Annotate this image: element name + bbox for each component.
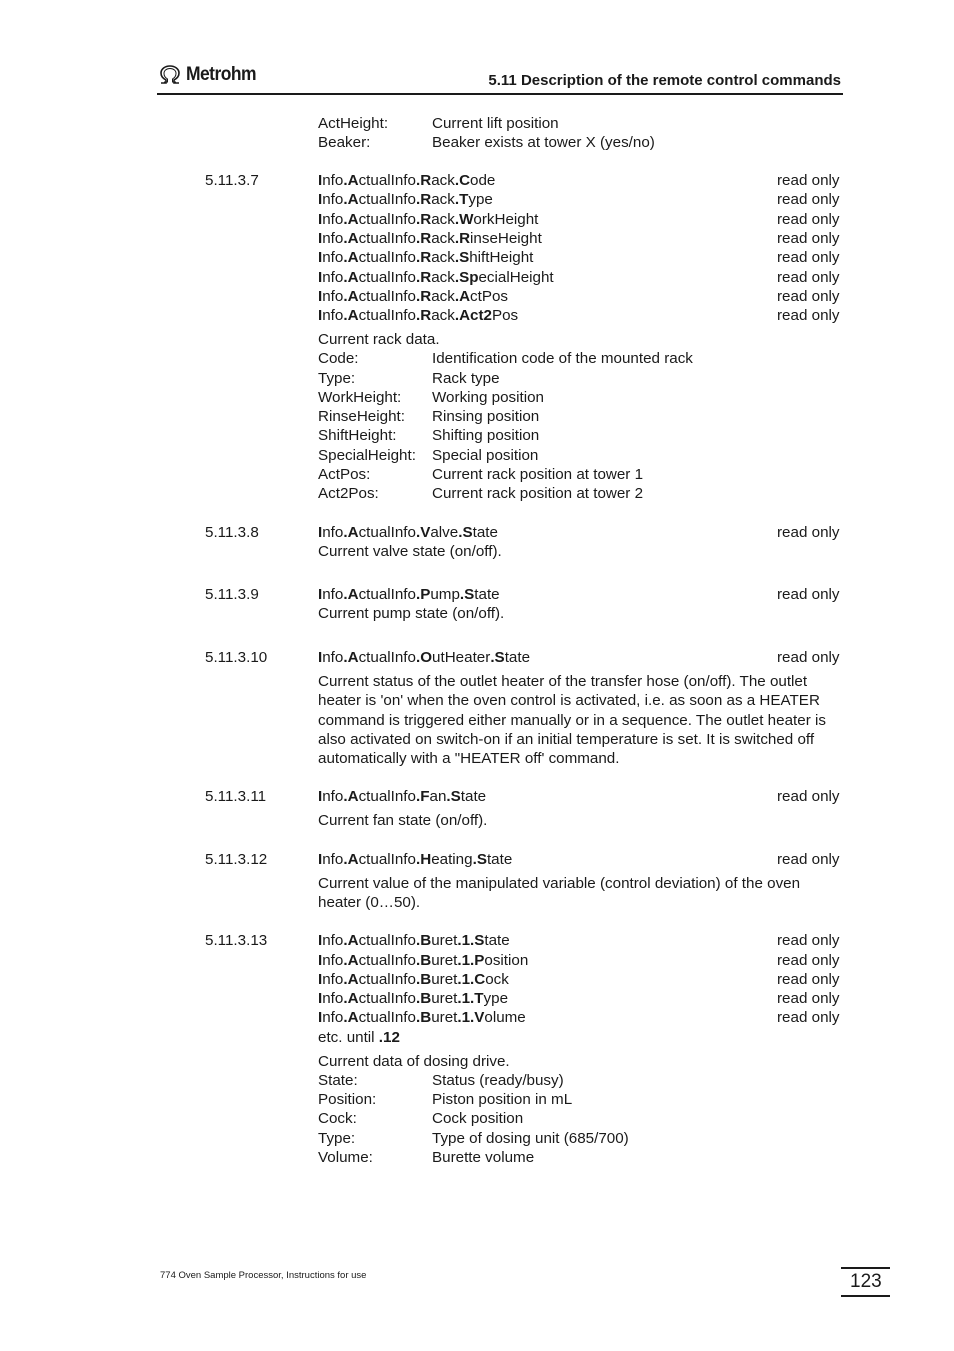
def-label: Beaker:: [318, 134, 371, 151]
command-text-part: ctualInfo: [358, 191, 416, 208]
command-key-part: A: [347, 952, 359, 969]
command-text-part: ctualInfo: [358, 211, 416, 228]
command-key-part: A: [347, 586, 359, 603]
command-key-part: .: [415, 172, 421, 189]
command-key-part: .: [415, 288, 421, 305]
command-name: [318, 951, 528, 970]
command-key-part: A: [347, 269, 359, 286]
command-key-part: R: [420, 249, 432, 266]
command-text-part: ack: [431, 307, 455, 324]
command-name: [318, 931, 510, 950]
def-label: RinseHeight:: [318, 408, 405, 425]
command-text-part: nfo: [322, 288, 344, 305]
command-key-part: .: [454, 288, 460, 305]
command-key-part: A: [347, 249, 359, 266]
command-text-part: ack: [431, 288, 455, 305]
access-label: read only: [777, 249, 840, 266]
command-key-part: Sp: [459, 269, 479, 286]
command-name: [318, 787, 486, 806]
def-desc: Cock position: [432, 1110, 524, 1127]
access-label: read only: [777, 649, 840, 666]
command-name: [318, 970, 509, 989]
command-key-part: V: [474, 1009, 485, 1026]
command-key-part: A: [347, 211, 359, 228]
command-text-part: olume: [484, 1009, 526, 1026]
command-name: [318, 229, 542, 248]
command-key-part: .: [415, 269, 421, 286]
command-key-part: .: [415, 586, 421, 603]
def-label: Position:: [318, 1091, 377, 1108]
command-key-part: .1.: [457, 932, 475, 949]
command-key-part: .: [415, 971, 421, 988]
command-text-part: tate: [486, 851, 513, 868]
command-text-part: ctualInfo: [358, 649, 416, 666]
section-description: Current status of the outlet heater of the transfer hose (on/off). The outlet heater is 'on' when the oven control is activated, i.e. as soon as a HEATER command is triggered either manually or in a sequence. The outlet heater is also activated on switch-on if an initial temperature is set. It is switched off automatically with a "HEATER off' command.: [318, 673, 826, 768]
def-label: ActHeight:: [318, 115, 389, 132]
etc-value: .12: [378, 1029, 400, 1046]
command-key-part: I: [318, 851, 323, 868]
command-text-part: nfo: [322, 1009, 344, 1026]
command-text-part: ctPos: [470, 288, 509, 305]
command-key-part: I: [318, 649, 323, 666]
section-number: 5.11.3.12: [205, 851, 268, 868]
command-name: [318, 287, 508, 306]
command-key-part: V: [420, 524, 431, 541]
command-key-part: .: [454, 249, 460, 266]
command-text-part: ctualInfo: [358, 307, 416, 324]
command-key-part: .: [459, 586, 465, 603]
command-key-part: P: [420, 586, 431, 603]
command-key-part: A: [347, 1009, 359, 1026]
command-key-part: R: [459, 230, 471, 247]
command-name: [318, 1008, 526, 1027]
command-key-part: S: [459, 249, 470, 266]
command-key-part: B: [420, 1009, 432, 1026]
etc-prefix: etc. until: [318, 1029, 379, 1046]
command-key-part: H: [420, 851, 432, 868]
brand-name: Metrohm: [186, 64, 256, 85]
command-key-part: C: [474, 971, 486, 988]
access-label: read only: [777, 172, 840, 189]
access-label: read only: [777, 307, 840, 324]
command-key-part: R: [420, 288, 432, 305]
command-key-part: I: [318, 990, 323, 1007]
def-label: Act2Pos:: [318, 485, 379, 502]
command-name: [318, 523, 498, 542]
command-name: [318, 268, 554, 287]
command-text-part: uret: [431, 952, 458, 969]
command-key-part: .: [454, 269, 460, 286]
command-key-part: A: [347, 191, 359, 208]
command-text-part: nfo: [322, 952, 344, 969]
metrohm-omega-icon: [158, 65, 182, 85]
def-label: Code:: [318, 350, 359, 367]
command-key-part: .: [415, 230, 421, 247]
command-key-part: .: [343, 288, 348, 305]
command-key-part: .: [343, 269, 348, 286]
command-name: [318, 171, 495, 190]
command-text-part: ctualInfo: [358, 524, 416, 541]
section-description: Current valve state (on/off).: [318, 543, 502, 560]
command-key-part: .: [343, 971, 348, 988]
command-text-part: uret: [431, 971, 458, 988]
command-text-part: ype: [468, 191, 493, 208]
command-text-part: hiftHeight: [469, 249, 534, 266]
command-key-part: F: [420, 788, 430, 805]
command-name: [318, 190, 493, 209]
command-key-part: T: [474, 990, 484, 1007]
access-label: read only: [777, 990, 840, 1007]
command-text-part: ack: [431, 191, 455, 208]
command-text-part: ode: [470, 172, 496, 189]
command-text-part: nfo: [322, 249, 344, 266]
command-text-part: ctualInfo: [358, 932, 416, 949]
header-divider: [157, 93, 843, 95]
access-label: read only: [777, 191, 840, 208]
command-text-part: ctualInfo: [358, 269, 416, 286]
command-key-part: .: [343, 249, 348, 266]
command-text-part: ctualInfo: [358, 249, 416, 266]
access-label: read only: [777, 971, 840, 988]
command-key-part: I: [318, 269, 323, 286]
command-text-part: nfo: [322, 307, 344, 324]
command-key-part: .: [415, 952, 421, 969]
command-key-part: .: [454, 211, 460, 228]
command-text-part: Pos: [491, 307, 519, 324]
brand-logo: [158, 64, 262, 86]
command-text-part: nfo: [322, 230, 344, 247]
command-key-part: W: [459, 211, 474, 228]
command-text-part: eating: [431, 851, 473, 868]
command-key-part: .: [343, 211, 348, 228]
section-number: 5.11.3.10: [205, 649, 268, 666]
command-key-part: B: [420, 952, 432, 969]
section-number: 5.11.3.13: [205, 932, 268, 949]
command-text-part: ctualInfo: [358, 230, 416, 247]
command-text-part: nfo: [322, 586, 344, 603]
command-text-part: nfo: [322, 649, 344, 666]
def-desc: Special position: [432, 447, 539, 464]
command-key-part: R: [420, 211, 432, 228]
section-number: 5.11.3.11: [205, 788, 267, 805]
command-text-part: nfo: [322, 211, 344, 228]
command-key-part: .: [472, 851, 477, 868]
command-key-part: .: [343, 932, 348, 949]
command-key-part: .: [415, 249, 421, 266]
command-key-part: I: [318, 524, 323, 541]
command-key-part: S: [476, 851, 487, 868]
command-text-part: uret: [431, 1009, 458, 1026]
command-text-part: ack: [431, 211, 455, 228]
command-key-part: .: [415, 932, 421, 949]
section-number: 5.11.3.9: [205, 586, 259, 603]
page-number: 123: [850, 1271, 882, 1292]
page-number-bottom-rule: [841, 1295, 890, 1297]
def-desc: Rinsing position: [432, 408, 540, 425]
command-key-part: I: [318, 586, 323, 603]
command-text-part: orkHeight: [473, 211, 539, 228]
command-text-part: tate: [504, 649, 531, 666]
command-key-part: S: [462, 524, 473, 541]
command-text-part: nfo: [322, 172, 344, 189]
section-description: Current fan state (on/off).: [318, 812, 488, 829]
command-key-part: R: [420, 230, 432, 247]
command-key-part: I: [318, 230, 323, 247]
command-text-part: tate: [460, 788, 487, 805]
command-key-part: .: [343, 172, 348, 189]
command-key-part: .: [343, 307, 348, 324]
section-intro: Current rack data.: [318, 331, 440, 348]
command-key-part: A: [347, 971, 359, 988]
command-key-part: I: [318, 249, 323, 266]
command-key-part: R: [420, 191, 432, 208]
command-key-part: .: [446, 788, 451, 805]
command-text-part: ctualInfo: [358, 971, 416, 988]
command-key-part: .: [458, 524, 463, 541]
command-text-part: uret: [431, 990, 458, 1007]
command-name: [318, 306, 518, 325]
command-key-part: R: [420, 269, 432, 286]
command-text-part: nfo: [322, 990, 344, 1007]
command-key-part: A: [347, 788, 359, 805]
command-text-part: ack: [431, 249, 455, 266]
command-key-part: .: [454, 191, 460, 208]
access-label: read only: [777, 851, 840, 868]
command-text-part: ack: [431, 269, 455, 286]
command-text-part: ump: [430, 586, 460, 603]
command-key-part: I: [318, 172, 323, 189]
access-label: read only: [777, 952, 840, 969]
command-text-part: osition: [484, 952, 529, 969]
command-name: [318, 248, 533, 267]
access-label: read only: [777, 288, 840, 305]
command-key-part: .: [415, 851, 421, 868]
command-key-part: .: [343, 191, 348, 208]
section-description: Current value of the manipulated variable (control deviation) of the oven heater (0…50).: [318, 875, 801, 912]
command-key-part: .: [415, 788, 421, 805]
def-desc: Type of dosing unit (685/700): [432, 1130, 629, 1147]
command-key-part: B: [420, 971, 432, 988]
access-label: read only: [777, 211, 840, 228]
command-text-part: ecialHeight: [478, 269, 554, 286]
command-key-part: I: [318, 952, 323, 969]
command-key-part: .: [415, 191, 421, 208]
command-key-part: .1.: [457, 952, 475, 969]
command-text-part: ctualInfo: [358, 172, 416, 189]
command-key-part: A: [347, 851, 359, 868]
command-name: [318, 585, 500, 604]
command-key-part: .: [454, 172, 460, 189]
def-desc: Current rack position at tower 1: [432, 466, 644, 483]
section-description: Current pump state (on/off).: [318, 605, 505, 622]
command-text-part: uret: [431, 932, 458, 949]
def-label: ActPos:: [318, 466, 371, 483]
command-name: [318, 648, 530, 667]
command-key-part: .: [415, 524, 421, 541]
def-label: State:: [318, 1072, 358, 1089]
command-text-part: tate: [484, 932, 510, 949]
command-key-part: .: [454, 307, 460, 324]
command-text-part: tate: [472, 524, 498, 541]
def-label: SpecialHeight:: [318, 447, 416, 464]
command-key-part: I: [318, 307, 323, 324]
command-text-part: nfo: [322, 524, 344, 541]
command-key-part: .: [343, 230, 348, 247]
command-key-part: T: [459, 191, 469, 208]
command-text-part: an: [429, 788, 447, 805]
command-name: [318, 989, 508, 1008]
command-key-part: .: [343, 586, 348, 603]
access-label: read only: [777, 230, 840, 247]
command-text-part: nfo: [322, 269, 344, 286]
def-desc: Current rack position at tower 2: [432, 485, 644, 502]
command-key-part: .: [343, 788, 348, 805]
command-text-part: ock: [485, 971, 509, 988]
section-intro: Current data of dosing drive.: [318, 1053, 510, 1070]
command-key-part: S: [464, 586, 475, 603]
command-key-part: .: [343, 952, 348, 969]
def-label: ShiftHeight:: [318, 427, 397, 444]
section-number: 5.11.3.8: [205, 524, 259, 541]
def-desc: Rack type: [432, 370, 500, 387]
command-key-part: .: [415, 211, 421, 228]
def-label: WorkHeight:: [318, 389, 402, 406]
command-text-part: ctualInfo: [358, 1009, 416, 1026]
footer-document-title: 774 Oven Sample Processor, Instructions for use: [160, 1270, 367, 1281]
command-text-part: tate: [474, 586, 500, 603]
command-text-part: ype: [483, 990, 509, 1007]
def-label: Type:: [318, 370, 356, 387]
command-key-part: .1.: [457, 1009, 475, 1026]
def-label: Cock:: [318, 1110, 357, 1127]
command-text-part: ctualInfo: [358, 952, 416, 969]
command-key-part: I: [318, 288, 323, 305]
command-key-part: .: [415, 990, 421, 1007]
command-key-part: B: [420, 990, 432, 1007]
access-label: read only: [777, 524, 840, 541]
command-key-part: I: [318, 971, 323, 988]
command-key-part: .: [490, 649, 495, 666]
command-name: [318, 850, 512, 869]
command-key-part: .: [343, 649, 348, 666]
command-text-part: ack: [431, 172, 455, 189]
command-text-part: alve: [430, 524, 459, 541]
command-text-part: ctualInfo: [358, 851, 416, 868]
command-text-part: ctualInfo: [358, 586, 416, 603]
access-label: read only: [777, 932, 840, 949]
command-text-part: utHeater: [432, 649, 491, 666]
page-number-top-rule: [841, 1267, 890, 1269]
command-key-part: S: [450, 788, 461, 805]
command-text-part: nfo: [322, 191, 344, 208]
command-key-part: S: [494, 649, 505, 666]
command-key-part: I: [318, 211, 323, 228]
command-key-part: R: [420, 307, 432, 324]
command-key-part: I: [318, 788, 323, 805]
command-key-part: P: [474, 952, 485, 969]
command-text-part: ctualInfo: [358, 990, 416, 1007]
def-desc: Shifting position: [432, 427, 540, 444]
command-key-part: .: [343, 1009, 348, 1026]
command-text-part: nfo: [322, 788, 344, 805]
command-key-part: A: [347, 649, 359, 666]
def-desc: Identification code of the mounted rack: [432, 350, 693, 367]
access-label: read only: [777, 1009, 840, 1026]
section-number: 5.11.3.7: [205, 172, 259, 189]
command-key-part: S: [474, 932, 485, 949]
command-name: [318, 210, 538, 229]
command-key-part: A: [347, 932, 359, 949]
access-label: read only: [777, 586, 840, 603]
command-key-part: I: [318, 932, 323, 949]
command-key-part: A: [347, 172, 359, 189]
command-text-part: inseHeight: [470, 230, 542, 247]
def-desc: Current lift position: [432, 115, 559, 132]
page-header-title: 5.11 Description of the remote control commands: [488, 72, 841, 89]
command-key-part: O: [420, 649, 433, 666]
command-key-part: Act2: [459, 307, 492, 324]
def-label: Volume:: [318, 1149, 373, 1166]
command-key-part: I: [318, 191, 323, 208]
command-key-part: A: [347, 307, 359, 324]
etc-note: [318, 1028, 400, 1047]
command-key-part: A: [347, 288, 359, 305]
command-key-part: .: [343, 851, 348, 868]
command-text-part: ack: [431, 230, 455, 247]
command-key-part: A: [459, 288, 471, 305]
command-key-part: B: [420, 932, 432, 949]
command-key-part: A: [347, 990, 359, 1007]
command-key-part: A: [347, 524, 359, 541]
access-label: read only: [777, 269, 840, 286]
command-key-part: .: [343, 524, 348, 541]
def-desc: Piston position in mL: [432, 1091, 573, 1108]
command-key-part: .: [415, 649, 421, 666]
command-key-part: C: [459, 172, 471, 189]
access-label: read only: [777, 788, 840, 805]
def-desc: Status (ready/busy): [432, 1072, 564, 1089]
command-key-part: .: [415, 1009, 421, 1026]
command-text-part: ctualInfo: [358, 788, 416, 805]
command-text-part: nfo: [322, 851, 344, 868]
command-key-part: .: [343, 990, 348, 1007]
command-key-part: I: [318, 1009, 323, 1026]
def-desc: Beaker exists at tower X (yes/no): [432, 134, 655, 151]
def-desc: Working position: [432, 389, 544, 406]
command-key-part: .: [454, 230, 460, 247]
command-text-part: nfo: [322, 932, 344, 949]
command-key-part: .: [415, 307, 421, 324]
command-key-part: .1.: [457, 990, 475, 1007]
command-text-part: ctualInfo: [358, 288, 416, 305]
command-text-part: nfo: [322, 971, 344, 988]
def-desc: Burette volume: [432, 1149, 535, 1166]
command-key-part: R: [420, 172, 432, 189]
command-key-part: A: [347, 230, 359, 247]
def-label: Type:: [318, 1130, 356, 1147]
command-key-part: .1.: [457, 971, 475, 988]
